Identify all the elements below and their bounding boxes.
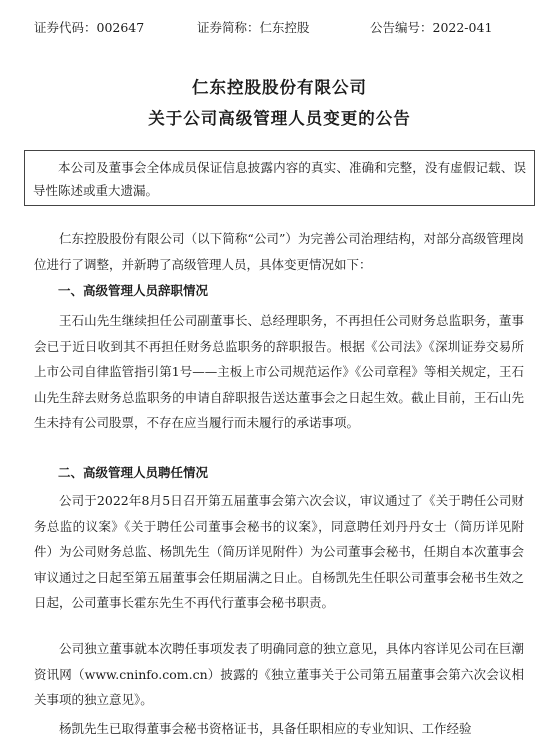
section2-paragraph-3: 杨凯先生已取得董事会秘书资格证书，具备任职相应的专业知识、工作经验 — [59, 721, 472, 736]
announcement-number: 公告编号：2022-041 — [370, 20, 493, 35]
company-title: 仁东控股股份有限公司 — [192, 78, 367, 97]
disclosure-notice-box: 本公司及董事会全体成员保证信息披露内容的真实、准确和完整，没有虚假记载、误导性陈述或重大遗漏。 — [24, 150, 535, 206]
intro-paragraph: 仁东控股股份有限公司（以下简称“公司”）为完善公司治理结构，对部分高级管理岗位进行了调整，并新聘了高级管理人员，具体变更情况如下： — [34, 231, 524, 272]
section1-heading: 一、高级管理人员辞职情况 — [58, 283, 209, 298]
section2-paragraph: 公司于2022年8月5日召开第五届董事会第六次会议，审议通过了《关于聘任公司财务总监的议案》《关于聘任公司董事会秘书的议案》，同意聘任刘丹丹女士（简历详见附件）为公司财务总监、杨凯先生（简历详见附件）为公司董事会秘书，任期自本次董事会审议通过之日起至第五届董事会任期届满之日止。自杨凯先生任职公司董事会秘书生效之日起，公司董事长霍东先生不再代行董事会秘书职责。 — [34, 493, 524, 610]
document-header — [0, 18, 559, 38]
section2-paragraph-2: 公司独立董事就本次聘任事项发表了明确同意的独立意见，具体内容详见公司在巨潮资讯网（www.cninfo.com.cn）披露的《独立董事关于公司第五届董事会第六次会议相关事项的独立意见》。 — [34, 641, 524, 707]
stock-code: 证券代码：002647 — [34, 20, 145, 35]
section1-paragraph: 王石山先生继续担任公司副董事长、总经理职务，不再担任公司财务总监职务，董事会已于近日收到其不再担任财务总监职务的辞职报告。根据《公司法》《深圳证券交易所上市公司自律监管指引第1号——主板上市公司规范运作》《公司章程》等相关规定，王石山先生辞去财务总监职务的申请自辞职报告送达董事会之日起生效。截止目前，王石山先生未持有公司股票，不存在应当履行而未履行的承诺事项。 — [34, 313, 524, 430]
stock-abbreviation: 证券简称：仁东控股 — [197, 20, 310, 35]
section2-heading: 二、高级管理人员聘任情况 — [58, 465, 209, 480]
announcement-title: 关于公司高级管理人员变更的公告 — [148, 109, 411, 128]
